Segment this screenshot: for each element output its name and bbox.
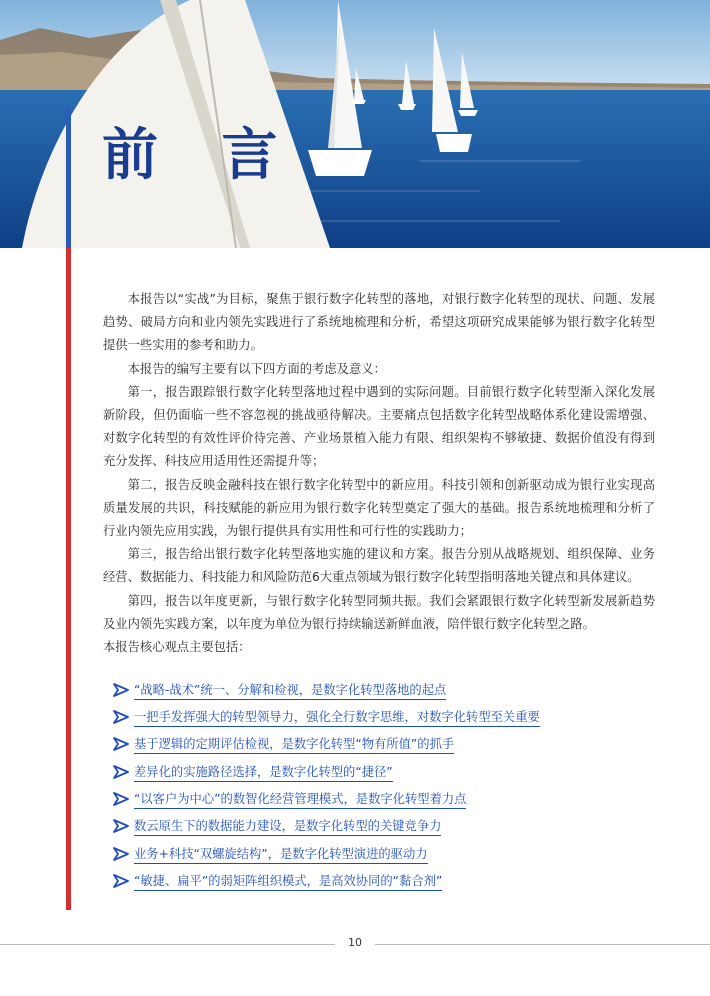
paragraph: 本报告以“实战”为目标，聚焦于银行数字化转型的落地，对银行数字化转型的现状、问题、发展趋势、破局方向和业内领先实践进行了系统地梳理和分析，希望这项研究成果能够为银行数字化转型提供一些实用的参考和助力。 xyxy=(103,292,655,353)
page-number: 10 xyxy=(348,936,362,949)
arrow-right-icon xyxy=(112,847,130,861)
key-point-item xyxy=(112,705,572,728)
arrow-right-icon xyxy=(112,765,130,779)
key-point-item xyxy=(112,842,572,865)
key-point-text: 基于逻辑的定期评估检视，是数字化转型“物有所值”的抓手 xyxy=(134,734,454,754)
footer-rule-left xyxy=(0,944,335,945)
key-point-item xyxy=(112,733,572,756)
arrow-right-icon xyxy=(112,792,130,806)
key-points-list xyxy=(112,678,572,897)
key-point-text: 一把手发挥强大的转型领导力，强化全行数字思维，对数字化转型至关重要 xyxy=(134,707,540,727)
key-point-item xyxy=(112,788,572,811)
key-point-item xyxy=(112,678,572,701)
key-point-text: “战略-战术”统一、分解和检视，是数字化转型落地的起点 xyxy=(134,680,446,700)
paragraph: 第四，报告以年度更新，与银行数字化转型同频共振。我们会紧跟银行数字化转型新发展新趋势及业内领先实践方案，以年度为单位为银行持续输送新鲜血液，陪伴银行数字化转型之路。 xyxy=(103,593,655,631)
paragraph: 第一，报告跟踪银行数字化转型落地过程中遇到的实际问题。目前银行数字化转型渐入深化发展新阶段，但仍面临一些不容忽视的挑战亟待解决。主要痛点包括数字化转型战略体系化建设需增强、对数字化转型的有效性评价待完善、产业场景植入能力有限、组织架构不够敏捷、数据价值没有得到充分发挥、科技应用适用性还需提升等； xyxy=(103,384,655,469)
key-point-text: 数云原生下的数据能力建设，是数字化转型的关键竞争力 xyxy=(134,816,441,836)
body-text xyxy=(103,288,655,659)
arrow-right-icon xyxy=(112,710,130,724)
key-point-item xyxy=(112,815,572,838)
key-point-text: 差异化的实施路径选择，是数字化转型的“捷径” xyxy=(134,762,393,782)
paragraph: 本报告的编写主要有以下四方面的考虑及意义： xyxy=(127,361,386,376)
core-points-intro: 本报告核心观点主要包括： xyxy=(103,640,251,655)
key-point-text: “敏捷、扁平”的弱矩阵组织模式，是高效协同的“黏合剂” xyxy=(134,871,442,891)
left-accent-bar xyxy=(66,108,71,910)
key-point-item xyxy=(112,760,572,783)
arrow-right-icon xyxy=(112,737,130,751)
page-title: 前 言 xyxy=(102,123,300,188)
arrow-right-icon xyxy=(112,819,130,833)
footer-rule-right xyxy=(375,944,710,945)
key-point-text: 业务+科技“双螺旋结构”，是数字化转型演进的驱动力 xyxy=(134,844,428,864)
key-point-text: “以客户为中心”的数智化经营管理模式，是数字化转型着力点 xyxy=(134,789,466,809)
paragraph: 第三，报告给出银行数字化转型落地实施的建议和方案。报告分别从战略规划、组织保障、业务经营、数据能力、科技能力和风险防范6大重点领域为银行数字化转型指明落地关键点和具体建议。 xyxy=(103,547,655,585)
arrow-right-icon xyxy=(112,874,130,888)
key-point-item xyxy=(112,870,572,893)
paragraph: 第二，报告反映金融科技在银行数字化转型中的新应用。科技引领和创新驱动成为银行业实现高质量发展的共识，科技赋能的新应用为银行数字化转型奠定了强大的基础。报告系统地梳理和分析了行业内领先应用实践，为银行提供具有实用性和可行性的实践助力； xyxy=(103,477,655,539)
arrow-right-icon xyxy=(112,683,130,697)
